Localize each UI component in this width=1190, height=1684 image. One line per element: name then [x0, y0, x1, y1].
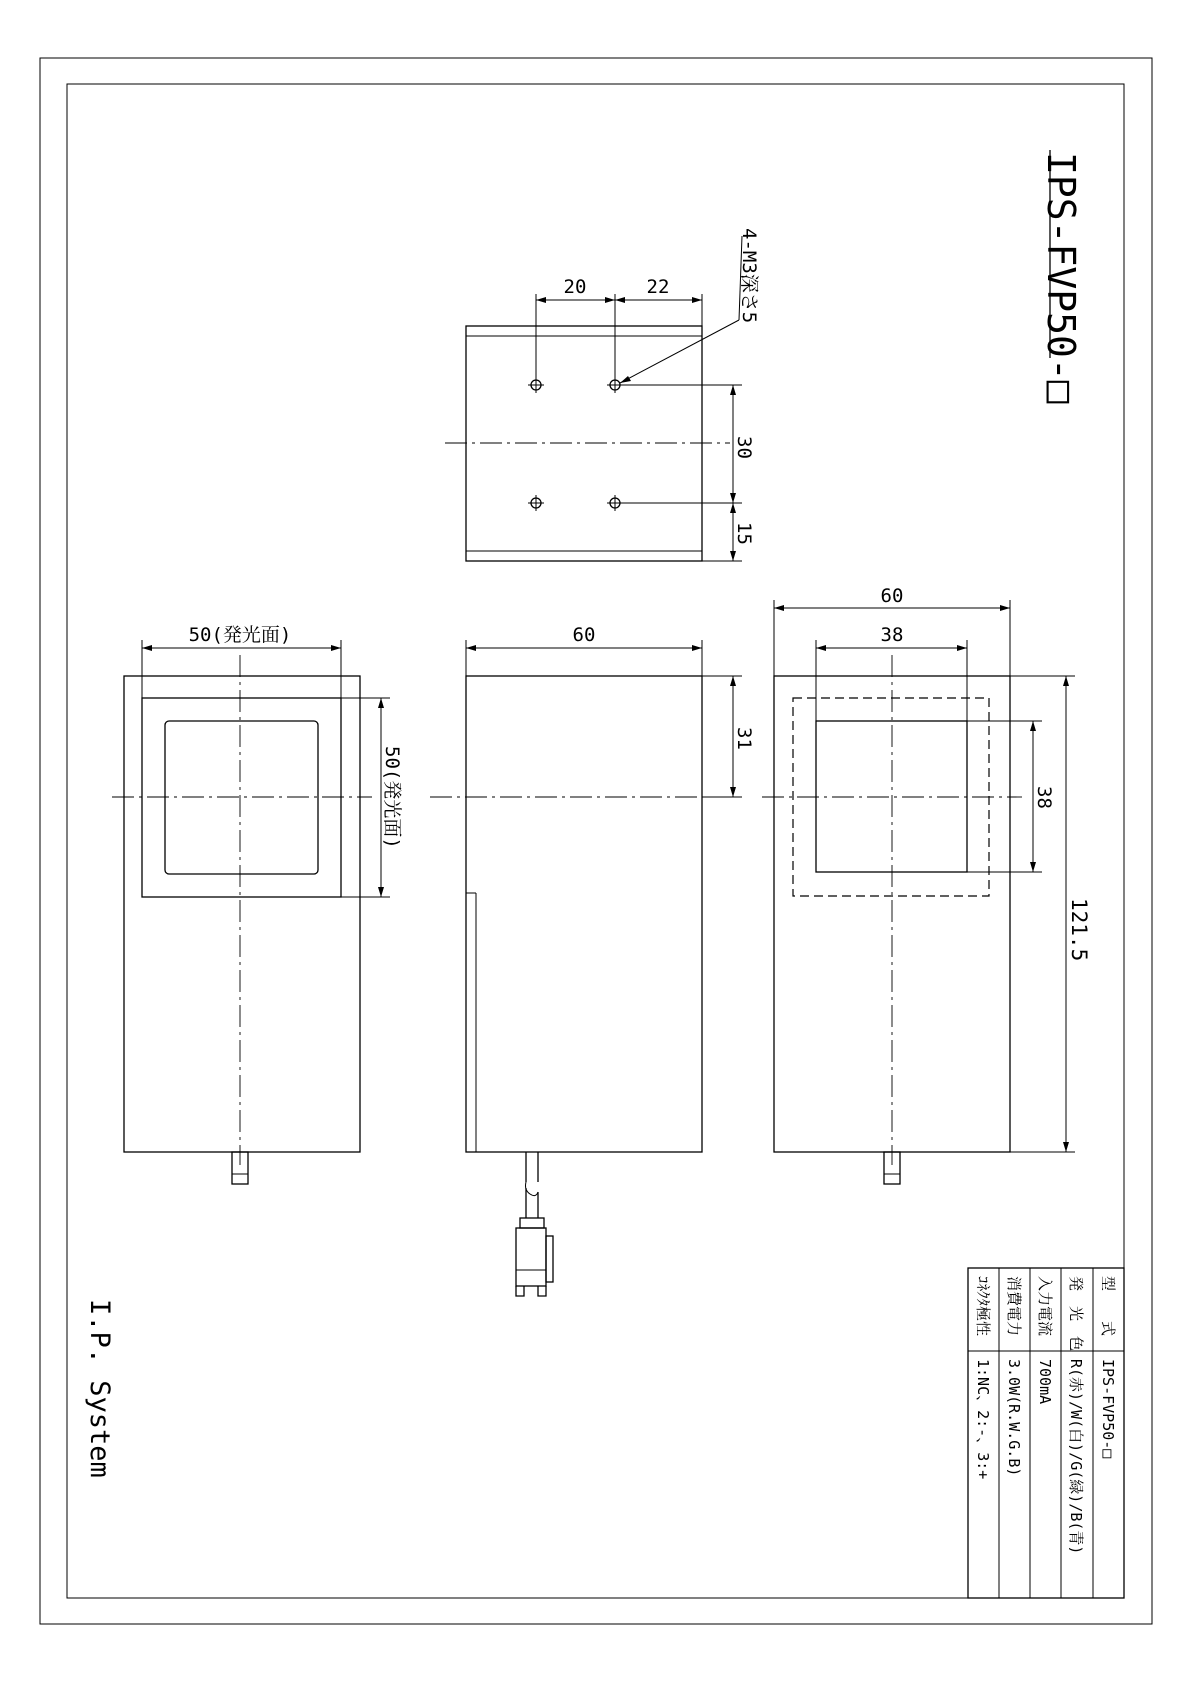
emitting-window	[165, 721, 318, 874]
mounting-hole	[607, 495, 623, 511]
dim-hole-pitch-b: 22	[646, 276, 670, 298]
spec-row	[1067, 1276, 1085, 1554]
dim-center-offset: 31	[733, 727, 755, 750]
dim-hole-pitch-vertical: 30	[733, 436, 755, 459]
mounting-hole	[607, 377, 623, 393]
spec-value-model: IPS-FVP50-□	[1099, 1359, 1117, 1459]
dim-window-width: 38	[880, 624, 904, 646]
drawing-title	[1039, 150, 1083, 404]
top-view-body	[466, 326, 702, 561]
dim-side-width: 60	[572, 624, 596, 646]
top-view	[445, 228, 760, 561]
dim-edge-offset: 15	[733, 522, 755, 545]
spec-value-polarity: 1:NC、2:-、3:+	[974, 1359, 992, 1480]
mounting-hole	[528, 495, 544, 511]
spec-label-power: 消費電力	[1005, 1276, 1023, 1337]
tap-note-leader	[620, 320, 739, 383]
dim-back-width: 60	[880, 585, 904, 607]
dim-emit-width: 50(発光面)	[188, 624, 292, 646]
side-view	[430, 624, 755, 1296]
company-name: I.P. System	[84, 1299, 115, 1478]
side-view-body	[466, 676, 702, 1152]
spec-label-model: 型 式	[1099, 1276, 1117, 1337]
model-title: IPS-FVP50-□	[1039, 152, 1083, 404]
spec-row	[974, 1276, 992, 1479]
spec-label-color: 発 光 色	[1067, 1276, 1085, 1352]
inner-frame	[67, 84, 1124, 1598]
dim-emit-height: 50(発光面)	[381, 746, 403, 849]
dim-length: 121.5	[1067, 898, 1091, 962]
front-view	[112, 624, 403, 1184]
spec-value-power: 3.0W(R.W.G.B)	[1005, 1359, 1023, 1477]
dim-hole-pitch-a: 20	[563, 276, 587, 298]
mounting-hole	[528, 377, 544, 393]
front-view-body	[124, 676, 360, 1152]
back-view-hidden-outline	[793, 698, 989, 896]
spec-label-polarity: ｺﾈｸﾀ極性	[974, 1276, 992, 1337]
cable-connector	[516, 1152, 553, 1296]
tap-note: 4-M3深さ5	[738, 228, 760, 324]
spec-value-color: R(赤)/W(白)/G(緑)/B(青)	[1067, 1359, 1085, 1555]
spec-row	[1036, 1276, 1054, 1404]
spec-table	[968, 1268, 1124, 1598]
spec-row	[1005, 1276, 1023, 1476]
back-view-window	[816, 721, 967, 872]
dim-window-height: 38	[1033, 786, 1055, 809]
spec-row	[1099, 1276, 1117, 1458]
emitting-surface	[142, 698, 341, 897]
back-view	[762, 585, 1091, 1184]
spec-label-current: 入力電流	[1036, 1276, 1054, 1337]
spec-value-current: 700mA	[1036, 1359, 1054, 1405]
